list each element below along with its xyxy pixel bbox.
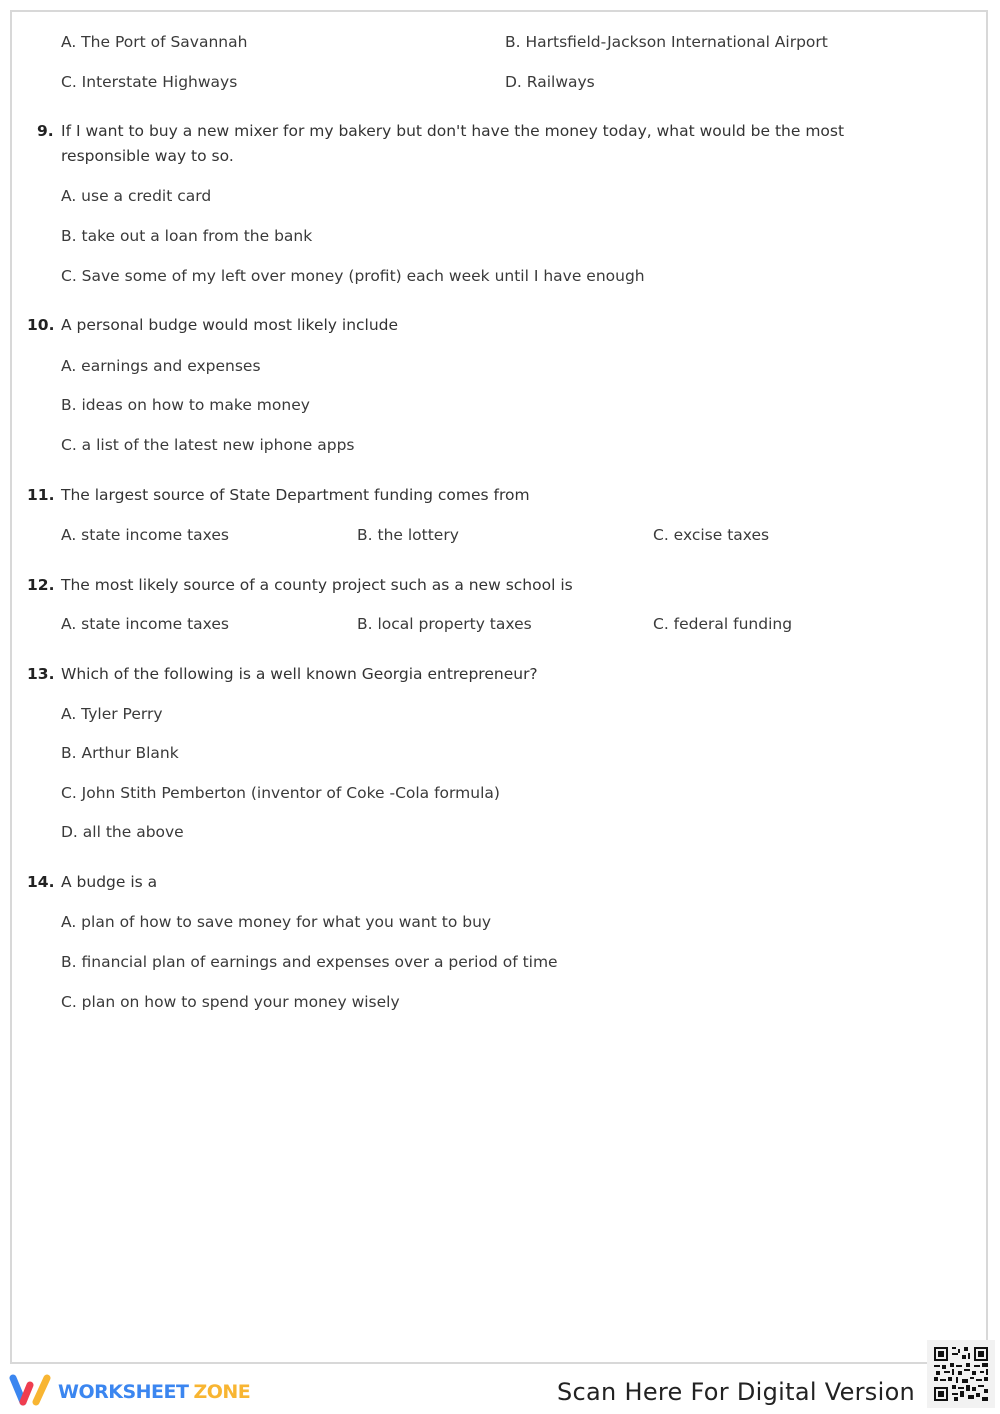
qr-code-icon[interactable] [927,1340,995,1408]
question-text: A personal budge would most likely include [61,316,399,334]
option-13c[interactable]: C. John Stith Pemberton (inventor of Coke -Cola formula) [61,784,500,802]
option-10b[interactable]: B. ideas on how to make money [61,396,310,414]
question-text: The most likely source of a county project such as a new school is [61,576,573,594]
option-12a[interactable]: A. state income taxes [61,615,229,633]
option-8a[interactable]: A. The Port of Savannah [61,33,248,51]
option-14c[interactable]: C. plan on how to spend your money wisely [61,993,400,1011]
question-text: The largest source of State Department funding comes from [61,486,530,504]
option-9b[interactable]: B. take out a loan from the bank [61,227,313,245]
worksheetzone-w-icon [8,1373,52,1411]
question-text: Which of the following is a well known Georgia entrepreneur? [61,665,538,683]
question-number: 12. [27,576,55,594]
option-13b[interactable]: B. Arthur Blank [61,744,179,762]
option-8b[interactable]: B. Hartsfield-Jackson International Airport [505,33,828,51]
option-9c[interactable]: C. Save some of my left over money (profit) each week until I have enough [61,267,645,285]
option-13d[interactable]: D. all the above [61,823,184,841]
option-10a[interactable]: A. earnings and expenses [61,357,261,375]
question-number: 13. [27,665,55,683]
option-14a[interactable]: A. plan of how to save money for what you want to buy [61,913,492,931]
option-13a[interactable]: A. Tyler Perry [61,705,163,723]
question-number: 10. [27,316,55,334]
worksheetzone-logo[interactable] [8,1374,250,1410]
option-8c[interactable]: C. Interstate Highways [61,73,238,91]
question-text: A budge is a [61,873,158,891]
option-12b[interactable]: B. local property taxes [357,615,532,633]
scan-caption: Scan Here For Digital Version [557,1378,916,1406]
option-9a[interactable]: A. use a credit card [61,187,212,205]
question-text: If I want to buy a new mixer for my bakery but don't have the money today, what would be the most responsible way to so. [61,122,845,165]
option-10c[interactable]: C. a list of the latest new iphone apps [61,436,355,454]
option-14b[interactable]: B. financial plan of earnings and expenses over a period of time [61,953,558,971]
brand-name: WORKSHEET ZONE [58,1381,251,1403]
option-11a[interactable]: A. state income taxes [61,526,229,544]
option-12c[interactable]: C. federal funding [653,615,793,633]
page-frame [10,10,988,1364]
question-number: 9. [37,122,54,140]
question-number: 14. [27,873,55,891]
option-11b[interactable]: B. the lottery [357,526,459,544]
option-11c[interactable]: C. excise taxes [653,526,770,544]
option-8d[interactable]: D. Railways [505,73,595,91]
question-number: 11. [27,486,55,504]
